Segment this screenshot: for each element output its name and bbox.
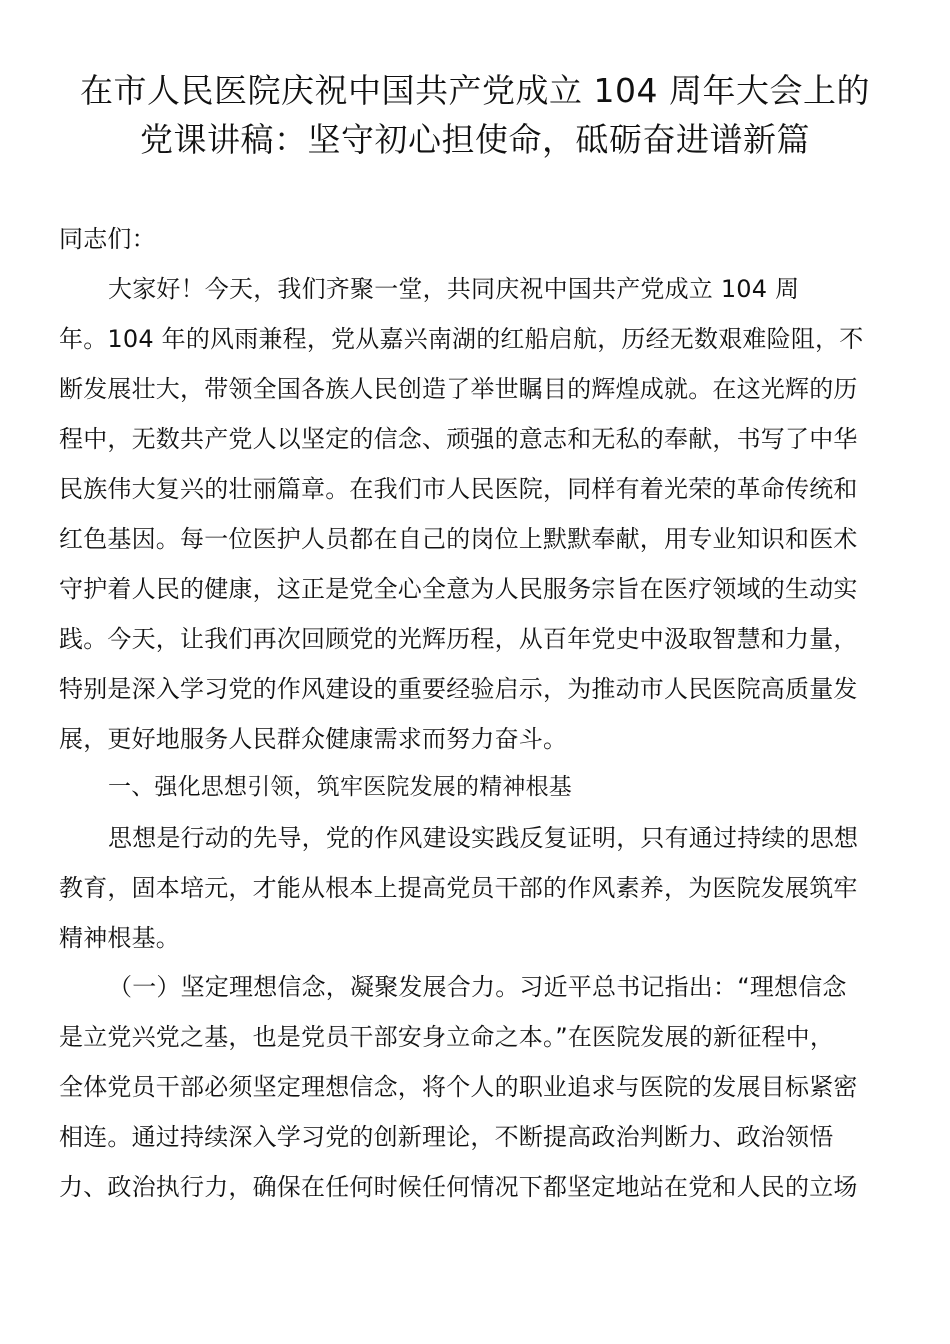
body-line: 教育，固本培元，才能从根本上提高党员干部的作风素养，为医院发展筑牢 xyxy=(59,874,858,902)
document-title-line-1: 在市人民医院庆祝中国共产党成立 104 周年大会上的 xyxy=(80,71,870,110)
subsection-line: （一）坚定理想信念，凝聚发展合力。习近平总书记指出：“理想信念 xyxy=(108,973,847,1001)
section-heading-1: 一、强化思想引领，筑牢医院发展的精神根基 xyxy=(108,774,572,800)
body-line: 是立党兴党之基，也是党员干部安身立命之本。”在医院发展的新征程中， xyxy=(59,1023,835,1051)
body-line: 特别是深入学习党的作风建设的重要经验启示，为推动市人民医院高质量发 xyxy=(59,675,858,703)
body-line: 相连。通过持续深入学习党的创新理论，不断提高政治判断力、政治领悟 xyxy=(59,1123,834,1151)
body-line: 守护着人民的健康，这正是党全心全意为人民服务宗旨在医疗领域的生动实 xyxy=(59,575,858,603)
body-line: 展，更好地服务人民群众健康需求而努力奋斗。 xyxy=(59,725,568,753)
body-line: 全体党员干部必须坚定理想信念，将个人的职业追求与医院的发展目标紧密 xyxy=(59,1073,858,1101)
body-line: 民族伟大复兴的壮丽篇章。在我们市人民医院，同样有着光荣的革命传统和 xyxy=(59,475,858,503)
body-line: 断发展壮大，带领全国各族人民创造了举世瞩目的辉煌成就。在这光辉的历 xyxy=(59,375,858,403)
body-line: 践。今天，让我们再次回顾党的光辉历程，从百年党史中汲取智慧和力量， xyxy=(59,625,858,653)
salutation: 同志们： xyxy=(59,225,156,253)
body-line: 程中，无数共产党人以坚定的信念、顽强的意志和无私的奉献，书写了中华 xyxy=(59,425,858,453)
document-title-line-2: 党课讲稿：坚守初心担使命，砥砺奋进谱新篇 xyxy=(140,120,810,159)
body-line: 年。104 年的风雨兼程，党从嘉兴南湖的红船启航，历经无数艰难险阻，不 xyxy=(59,325,864,353)
body-line: 思想是行动的先导，党的作风建设实践反复证明，只有通过持续的思想 xyxy=(108,824,859,852)
body-line: 力、政治执行力，确保在任何时候任何情况下都坚定地站在党和人民的立场 xyxy=(59,1173,858,1201)
body-line: 精神根基。 xyxy=(59,924,180,952)
body-line: 红色基因。每一位医护人员都在自己的岗位上默默奉献，用专业知识和医术 xyxy=(59,525,858,553)
body-line: 大家好！今天，我们齐聚一堂，共同庆祝中国共产党成立 104 周 xyxy=(108,275,800,303)
